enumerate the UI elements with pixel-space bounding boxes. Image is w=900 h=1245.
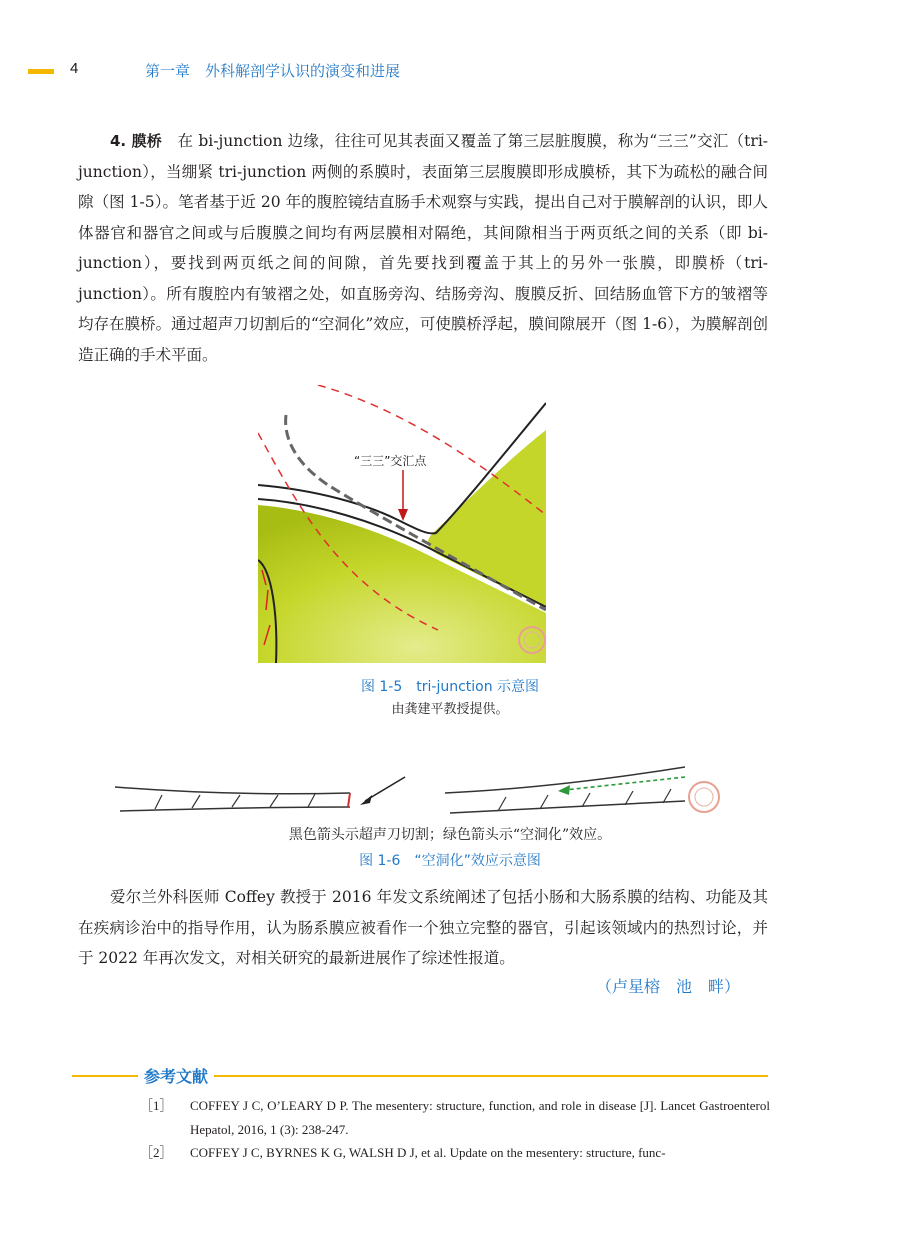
section-lead: 4. 膜桥 [110,132,163,150]
chapter-title: 第一章 外科解剖学认识的演变和进展 [145,62,401,80]
green-arrow-head [558,785,570,795]
figure-1-6-illustration [110,765,750,825]
tri-junction-label: “三三”交汇点 [354,454,427,468]
green-arrow-shaft [565,777,685,790]
stamp-watermark [689,782,719,812]
header-accent-bar [28,69,54,74]
reference-item [140,1141,770,1165]
page-number: 4 [70,60,79,77]
left-strip-bottom [120,807,350,811]
references-heading: 参考文献 [138,1064,214,1087]
cut-edge [348,793,350,807]
figure-1-5-note: 由龚建平教授提供。 [391,702,509,717]
figure-1-6-caption: 图 1-6 “空洞化”效应示意图 [359,853,541,869]
paragraph-text: 在 bi-junction 边缘，往往可见其表面又覆盖了第三层脏腹膜，称为“三三”交汇（tri-junction），当绷紧 tri-junction 两侧的系膜时，表面第三层腹膜即形成膜桥，其下为疏松的融合间隙（图 1-5）。笔者基于近 20 年的腹腔镜结直肠手术观察与实践，提出自己对于膜解剖的认识，即人体器官和器官之间或与后腹膜之间均有两层膜相对隔绝，其间隙相当于两页纸之间的关系（即 bi-junction），要找到两页纸之间的间隙，首先要找到覆盖于其上的另外一张膜，即膜桥（tri-junction）。所有腹腔内有皱褶之处，如直肠旁沟、结肠旁沟、腹膜反折、回结肠血管下方的皱褶等均存在膜桥。通过超声刀切割后的“空洞化”效应，可使膜桥浮起，膜间隙展开（图 1-6），为膜解剖创造正确的手术平面。 [78,132,769,364]
reference-text: COFFEY J C, BYRNES K G, WALSH D J, et al. Update on the mesentery: structure, func- [190,1145,666,1160]
figure-1-6-note: 黑色箭头示超声刀切割；绿色箭头示“空洞化”效应。 [288,827,612,843]
section-authors: （卢星榕 池 畔） [595,977,740,996]
body-paragraph-1 [78,126,768,370]
reference-item [140,1094,770,1142]
figure-1-5-illustration [258,385,546,663]
reference-number: ［1］ [140,1098,173,1113]
right-strip-bottom [450,801,685,813]
figure-1-5-caption: 图 1-5 tri-junction 示意图 [360,679,540,695]
reference-number: ［2］ [140,1145,173,1160]
body-paragraph-2: 爱尔兰外科医师 Coffey 教授于 2016 年发文系统阐述了包括小肠和大肠系膜的结构、功能及其在疾病诊治中的指导作用，认为肠系膜应被看作一个独立完整的器官，引起该领域内的热烈讨论，并于 2022 年再次发文，对相关研究的最新进展作了综述性报道。 [78,888,768,967]
reference-text: COFFEY J C, O’LEARY D P. The mesentery: structure, function, and role in disease [J]. Lancet Gastroenterol Hepatol, 2016, 1 (3): 238-247. [190,1098,770,1137]
black-arrow-head [360,795,372,805]
left-strip-top [115,787,350,794]
